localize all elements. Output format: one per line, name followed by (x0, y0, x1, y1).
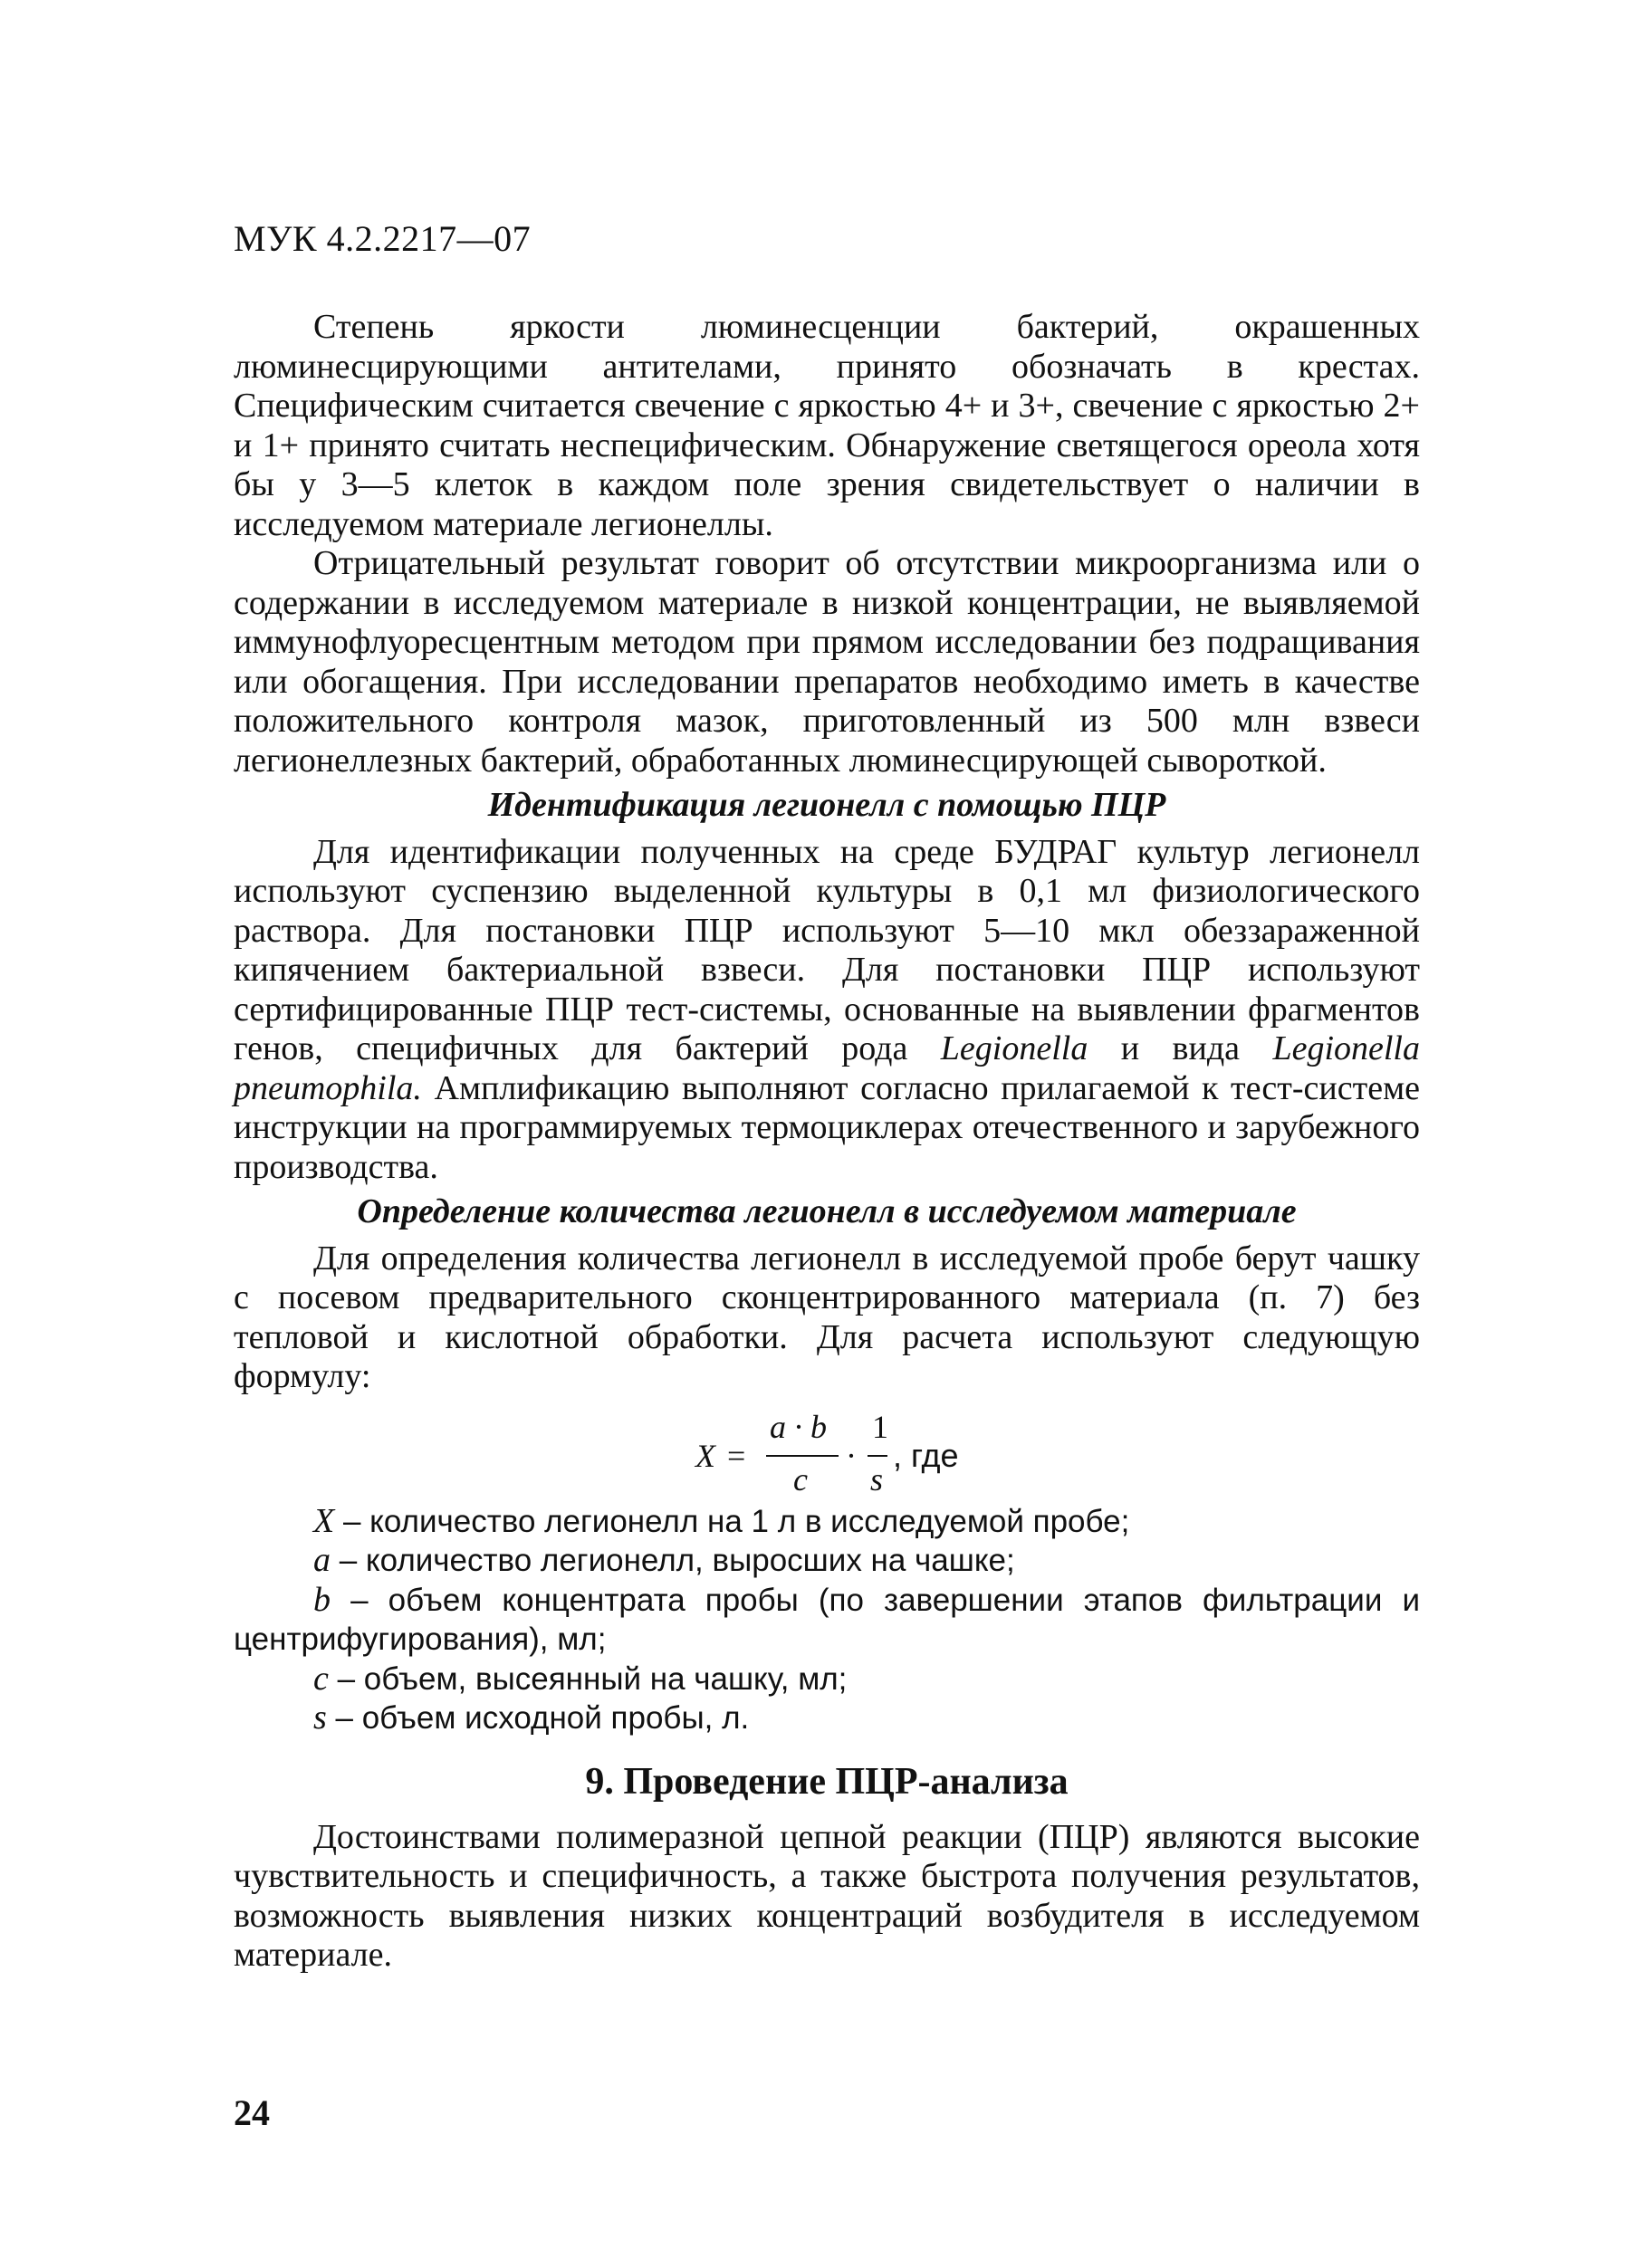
formula (234, 1401, 1420, 1498)
definition-item (234, 1660, 1420, 1699)
definitions-list (234, 1502, 1420, 1738)
definition-text: – объем концентрата пробы (по завершении этапов фильтрации и центрифугирования), мл; (234, 1582, 1420, 1657)
definition-item (234, 1699, 1420, 1738)
fraction-bar (766, 1455, 839, 1457)
genus-name: Legionella (940, 1029, 1088, 1067)
section-title: 9. Проведение ПЦР-анализа (585, 1760, 1069, 1803)
paragraph-luminescence: Степень яркости люминесценции бактерий, окрашенных люминесцирующими антителами, принято обозначать в крестах. Специфическим считается свечение с яркостью 4+ и 3+, свечение с яркостью 2+ и 1+ принято считать неспецифическим. Обнаружение светящегося ореола хотя бы у 3—5 клеток в каждом поле зрения свидетельствует о наличии в исследуемом материале легионеллы. (234, 308, 1420, 543)
paragraph-text: Амплификацию выполняют согласно прилагаемой к тест-системе инструкции на программируемых термоциклерах отечественного и зарубежного производства. (234, 1068, 1420, 1186)
formula-lhs: X (695, 1437, 715, 1474)
definition-variable: X (313, 1501, 335, 1540)
species-name: Legionella pneumophila. (234, 1029, 1420, 1107)
definition-variable: s (313, 1699, 327, 1737)
formula-equals: = (727, 1437, 746, 1474)
paragraph-quantity-method: Для определения количества легионелл в исследуемой пробе берут чашку с посевом предварительного сконцентрированного материала (п. 7) без тепловой и кислотной обработки. Для расчета используют следующую формулу: (234, 1239, 1420, 1395)
definition-item (234, 1502, 1420, 1542)
definition-text: – объем, высеянный на чашку, мл; (328, 1660, 848, 1697)
formula-numerator: a · b (770, 1408, 827, 1445)
paragraph-text: Для идентификации полученных на среде БУДРАГ культур легионелл используют суспензию выделенной культуры в 0,1 мл физиологического раствора. Для постановки ПЦР используют 5—10 мкл обеззараженной кипячением бактериальной взвеси. Для постановки ПЦР используют сертифицированные ПЦР тест-системы, основанные на выявлении фрагментов генов, специфичных для бактерий рода (234, 832, 1420, 1067)
definition-text: – количество легионелл, выросших на чашке; (331, 1543, 1015, 1578)
formula-denominator: c (793, 1460, 808, 1498)
formula-numerator-2: 1 (872, 1408, 888, 1445)
definition-variable: a (313, 1541, 331, 1579)
subheading-quantity-determination: Определение количества легионелл в исследуемом материале (357, 1192, 1297, 1230)
paragraph-text: и вида (1088, 1029, 1273, 1067)
paragraph-pcr-advantages: Достоинствами полимеразной цепной реакции (ПЦР) являются высокие чувствительность и специфичность, а также быстрота получения результатов, возможность выявления низких концентраций возбудителя в исследуемом материале. (234, 1817, 1420, 1974)
formula-suffix: , где (893, 1436, 959, 1474)
subheading-pcr-identification: Идентификация легионелл с помощью ПЦР (487, 786, 1166, 824)
definition-variable: b (313, 1580, 331, 1619)
paragraph-negative-result: Отрицательный результат говорит об отсутствии микроорганизма или о содержании в исследуемом материале в низкой концентрации, не выявляемой иммунофлуоресцентным методом при прямом исследовании без подращивания или обогащения. При исследовании препаратов необходимо иметь в качестве положительного контроля мазок, приготовленный из 500 млн взвеси легионеллезных бактерий, обработанных люминесцирующей сывороткой. (234, 544, 1420, 780)
page-number: 24 (234, 2092, 270, 2133)
definition-variable: c (313, 1659, 329, 1698)
paragraph-pcr-identification (234, 833, 1420, 1188)
formula-multiply: · (846, 1437, 857, 1474)
definition-item (234, 1541, 1420, 1581)
definition-text: – объем исходной пробы, л. (326, 1700, 750, 1736)
definition-text: – количество легионелл на 1 л в исследуемой пробе; (334, 1503, 1130, 1539)
formula-denominator-2: s (870, 1460, 884, 1498)
document-code-header: МУК 4.2.2217—07 (234, 218, 532, 259)
document-page (234, 217, 1420, 1976)
fraction-bar-2 (868, 1455, 887, 1457)
definition-item (234, 1581, 1420, 1660)
